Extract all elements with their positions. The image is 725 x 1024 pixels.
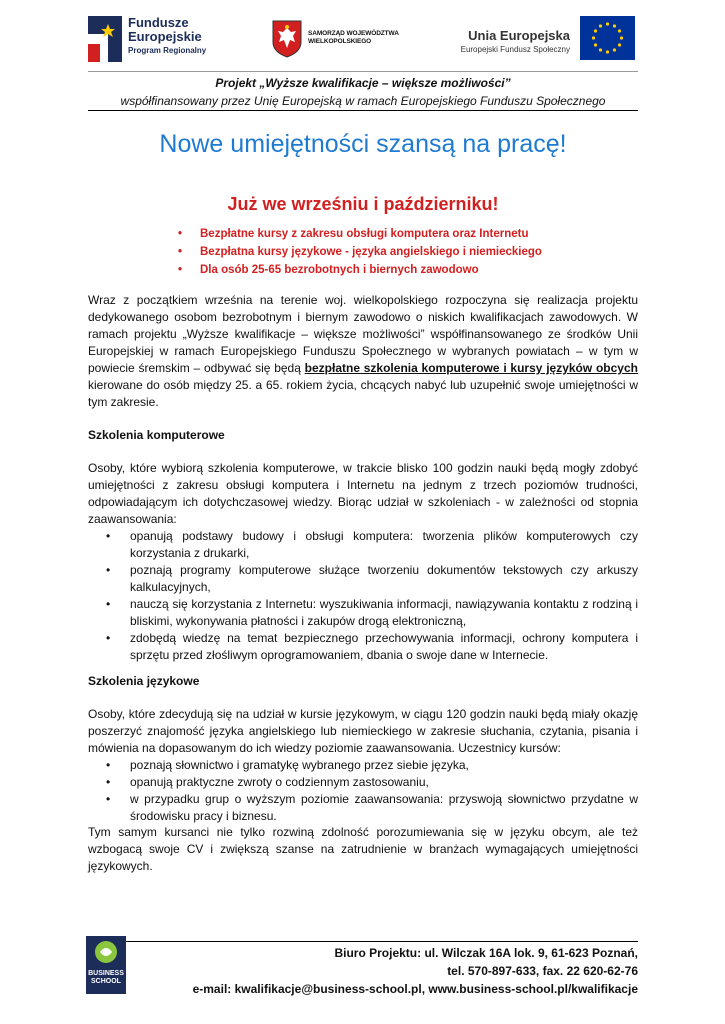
samorzad-line1: SAMORZĄD WOJEWÓDZTWA — [308, 30, 399, 37]
project-banner — [88, 74, 638, 110]
footer-divider — [88, 941, 638, 942]
footer-address: Biuro Projektu: ul. Wilczak 16A lok. 9, 61-623 Poznań, — [334, 946, 638, 960]
language-intro-paragraph: Osoby, które zdecydują się na udział w kursie językowym, w ciągu 120 godzin nauki będą miały okazję poszerzyć znajomość języka angielskiego lub niemieckiego w zakresie słuchania, czytania, pisania i mówienia na dopasowanym do ich wiedzy poziomie zaawansowania. Uczestnicy kursów: — [88, 707, 638, 755]
project-divider — [88, 110, 638, 111]
fe-title-line1: Fundusze — [128, 15, 189, 30]
page-headline: Nowe umiejętności szansą na pracę! — [159, 130, 567, 158]
intro-paragraph: Wraz z początkiem września na terenie woj. wielkopolskiego rozpoczyna się realizacja projektu dedykowanego osobom bezrobotnym i biernym zawodowo o niskich kwalifikacjach zawodowych. W ramach projektu „Wyższe kwalifikacje – większe możliwości” współfinansowanego ze środków Unii Europejskiej w ramach Europejskiego Funduszu Społecznego w wybranych powiatach – w tym w powiecie śremskim – odbywać się będą bezpłatne szkolenia komputerowe i kursy języków obcych kierowane do osób między 25. a 65. rokiem życia, chcących nabyć lub uzupełnić swoje umiejętności w tym zakresie. — [88, 293, 638, 409]
computer-intro-paragraph: Osoby, które wybiorą szkolenia komputerowe, w trakcie blisko 100 godzin nauki będą mogły zdobyć umiejętności z zakresu obsługi komputera i Internetu na jednym z trzech poziomów trudności, odpowiadającym ich dotychczasowej wiedzy. Biorąc udział w szkoleniach - w zależności od stopnia zaawansowania: — [88, 461, 638, 526]
list-item: • w przypadku grup o wyższym poziomie zaawansowania: przyswoją słownictwo przydatne w środowisku pracy i biznesu. — [88, 791, 638, 825]
footer-phone: tel. 570-897-633, fax. 22 620-62-76 — [447, 964, 638, 978]
computer-skills-list — [88, 528, 638, 664]
fundusze-europejskie-mark-icon — [88, 16, 122, 62]
samorzad-line2: WIELKOPOLSKIEGO — [308, 38, 372, 45]
eagle-shield-icon — [272, 20, 302, 58]
computer-section-heading: Szkolenia komputerowe — [88, 428, 225, 442]
footer-contact — [193, 944, 638, 998]
list-item: • opanują podstawy budowy i obsługi komputera: tworzenia plików komputerowych czy korzystania z drukarki, — [88, 528, 638, 562]
project-title-line: Projekt „Wyższe kwalifikacje – większe możliwości” — [215, 76, 511, 90]
list-item: • opanują praktyczne zwroty o codziennym zastosowaniu, — [88, 774, 638, 791]
list-item: • poznają słownictwo i gramatykę wybranego przez siebie języka, — [88, 757, 638, 774]
header-logos — [88, 12, 648, 68]
header-divider — [88, 71, 638, 72]
language-closing-paragraph: Tym samym kursanci nie tylko rozwiną zdolność porozumiewania się w języku obcym, ale też wzbogacą swoje CV i zwiększą szanse na zatrudnienie w branżach wymagających umiejętności językowych. — [88, 825, 638, 873]
eu-title: Unia Europejska — [468, 28, 570, 43]
intro-emphasis: bezpłatne szkolenia komputerowe i kursy języków obcych — [304, 361, 638, 375]
list-item: • zdobędą wiedzę na temat bezpiecznego przechowywania informacji, ochrony komputera i sprzętu przed złośliwym oprogramowaniem, dbania o swoje dane w Internecie. — [88, 630, 638, 664]
highlight-item: • Bezpłatna kursy językowe - języka angielskiego i niemieckiego — [178, 243, 542, 261]
project-name: „Wyższe kwalifikacje – większe możliwości” — [259, 76, 511, 90]
fe-subtitle: Program Regionalny — [128, 46, 207, 55]
highlight-list — [178, 225, 542, 279]
language-skills-list — [88, 757, 638, 825]
eu-subtitle: Europejski Fundusz Społeczny — [460, 45, 570, 54]
eu-flag-icon — [580, 16, 635, 60]
language-section-heading: Szkolenia językowe — [88, 674, 200, 688]
list-item: • nauczą się korzystania z Internetu: wyszukiwania informacji, nawiązywania kontaktu z rodziną i bliskimi, wykonywania płatności i zakupów drogą elektroniczną, — [88, 596, 638, 630]
highlight-item: • Dla osób 25-65 bezrobotnych i biernych zawodowo — [178, 261, 542, 279]
fe-title-line2: Europejskie — [128, 29, 202, 44]
samorzad-logo — [272, 20, 412, 60]
business-school-logo-text: BUSINESS SCHOOL — [88, 970, 124, 985]
fundusze-europejskie-logo — [88, 14, 213, 66]
unia-europejska-logo — [450, 14, 650, 66]
footer-email-web: e-mail: kwalifikacje@business-school.pl, www.business-school.pl/kwalifikacje — [192, 982, 638, 996]
list-item: • poznają programy komputerowe służące tworzeniu dokumentów tekstowych czy arkuszy kalkulacyjnych, — [88, 562, 638, 596]
page-subheadline: Już we wrześniu i październiku! — [227, 194, 499, 214]
project-funding-line: współfinansowany przez Unię Europejską w ramach Europejskiego Funduszu Społecznego — [120, 94, 606, 108]
highlight-item: • Bezpłatne kursy z zakresu obsługi komputera oraz Internetu — [178, 225, 542, 243]
